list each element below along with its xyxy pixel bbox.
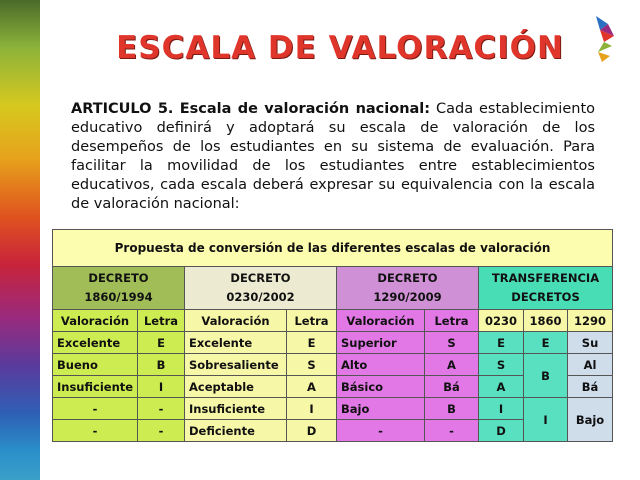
table-cell: Insuficiente (185, 398, 287, 420)
table-cell: I (524, 398, 568, 442)
table-cell: D (479, 420, 524, 442)
table-row (53, 398, 613, 420)
table-cell: S (425, 332, 479, 354)
table-cell: Bajo (337, 398, 425, 420)
article-body: Cada establecimiento educativo definirá y adoptará su escala de valoración de los desempeños de los estudiantes en su sistema de evaluación. Para facilitar la movilidad de los estudiantes entre establecimientos educativos, cada escala deberá expresar su equivalencia con la escala de valoración nacional: (71, 101, 595, 212)
subheader-cell: Letra (287, 310, 337, 332)
conversion-table (52, 229, 613, 442)
table-cell: - (337, 420, 425, 442)
page-title: ESCALA DE VALORACIÓN (116, 30, 564, 66)
table-cell: Bá (568, 376, 613, 398)
group-header-1860: DECRETO 1860/1994 (53, 267, 185, 310)
subheader-cell: Valoración (53, 310, 138, 332)
table-row (53, 354, 613, 376)
subheader-cell: Letra (138, 310, 185, 332)
table-cell: Deficiente (185, 420, 287, 442)
table-cell: E (138, 332, 185, 354)
group-header-transferencia: TRANSFERENCIA DECRETOS (479, 267, 613, 310)
group-header-0230: DECRETO 0230/2002 (185, 267, 337, 310)
table-cell: E (287, 332, 337, 354)
table-cell: Bueno (53, 354, 138, 376)
table-cell: - (425, 420, 479, 442)
table-cell: Bá (425, 376, 479, 398)
table-cell: S (287, 354, 337, 376)
table-cell: - (138, 398, 185, 420)
subheader-cell: 1290 (568, 310, 613, 332)
table-cell: Bajo (568, 398, 613, 442)
table-cell: D (287, 420, 337, 442)
table-cell: A (287, 376, 337, 398)
article-paragraph (71, 100, 595, 214)
table-cell: Aceptable (185, 376, 287, 398)
subheader-cell: 0230 (479, 310, 524, 332)
table-cell: A (479, 376, 524, 398)
table-cell: Alto (337, 354, 425, 376)
table-cell: I (287, 398, 337, 420)
group-header-1290: DECRETO 1290/2009 (337, 267, 479, 310)
subheader-cell: Valoración (185, 310, 287, 332)
table-cell: - (53, 420, 138, 442)
table-cell: I (479, 398, 524, 420)
table-cell: B (524, 354, 568, 398)
table-cell: - (138, 420, 185, 442)
table-cell: - (53, 398, 138, 420)
table-row (53, 332, 613, 354)
table-cell: Superior (337, 332, 425, 354)
table-cell: Su (568, 332, 613, 354)
table-caption: Propuesta de conversión de las diferentes escalas de valoración (53, 230, 613, 267)
table-cell: Excelente (53, 332, 138, 354)
article-heading: ARTICULO 5. Escala de valoración nacional: (71, 101, 431, 117)
table-cell: A (425, 354, 479, 376)
table-cell: Excelente (185, 332, 287, 354)
table-cell: Básico (337, 376, 425, 398)
subheader-cell: Valoración (337, 310, 425, 332)
table-cell: Insuficiente (53, 376, 138, 398)
rainbow-sidebar (0, 0, 40, 480)
table-cell: B (138, 354, 185, 376)
subheader-cell: 1860 (524, 310, 568, 332)
table-cell: Al (568, 354, 613, 376)
table-cell: I (138, 376, 185, 398)
table-cell: B (425, 398, 479, 420)
table-cell: E (524, 332, 568, 354)
table-cell: Sobresaliente (185, 354, 287, 376)
table-cell: E (479, 332, 524, 354)
subheader-cell: Letra (425, 310, 479, 332)
table-cell: S (479, 354, 524, 376)
